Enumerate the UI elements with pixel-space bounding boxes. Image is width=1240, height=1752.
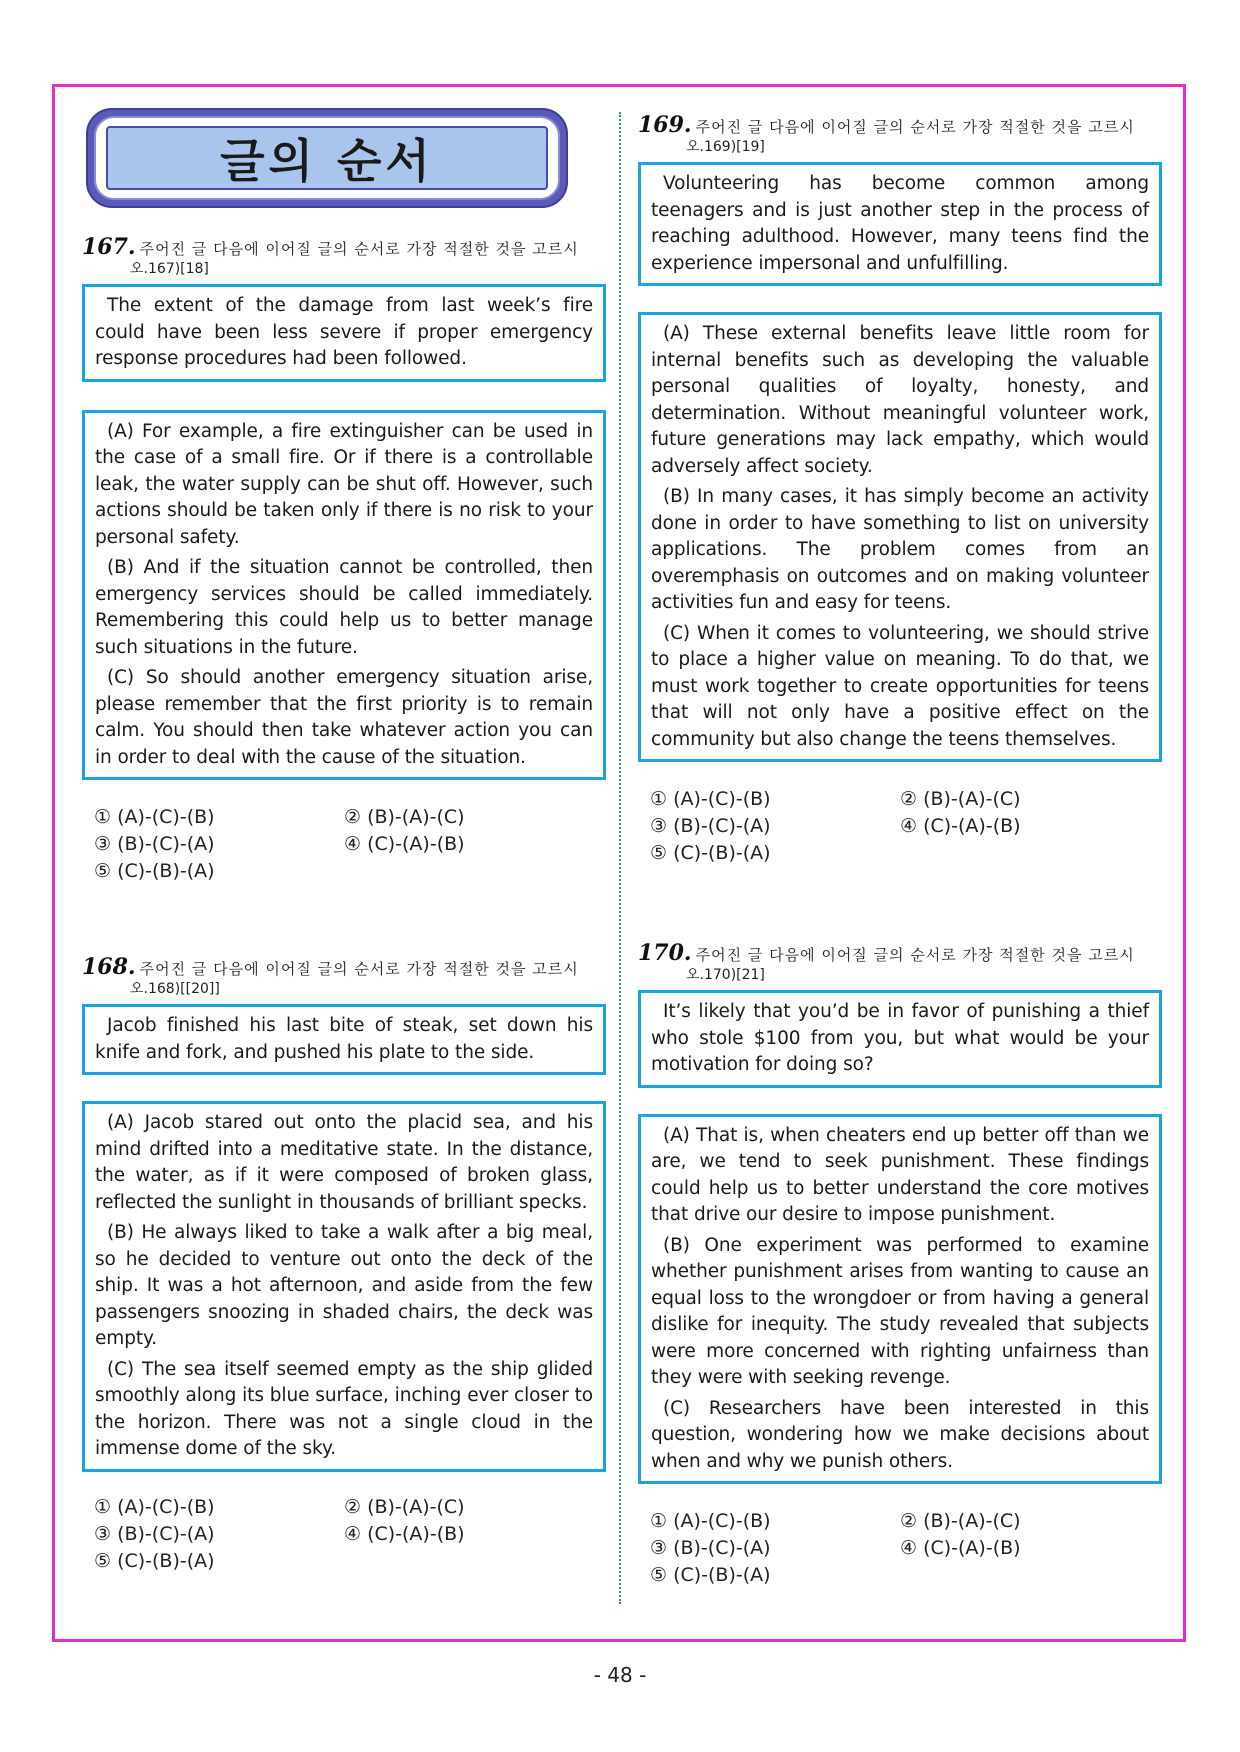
- choice-5[interactable]: ⑤ (C)-(B)-(A): [650, 1564, 771, 1586]
- choice-4[interactable]: ④ (C)-(A)-(B): [344, 1522, 465, 1545]
- choice-4[interactable]: ④ (C)-(A)-(B): [900, 1537, 1021, 1559]
- question-number: 170.: [638, 940, 692, 966]
- choice-2[interactable]: ② (B)-(A)-(C): [344, 806, 465, 828]
- paragraph-c: (C) The sea itself seemed empty as the ship glided smoothly along its blue surface, inching ever closer to the horizon. There was not a single cloud in the immense dome of the sky.: [95, 1358, 593, 1459]
- ordering-paragraphs-box: [82, 1101, 606, 1472]
- choice-4[interactable]: ④ (C)-(A)-(B): [344, 833, 465, 855]
- question-header: [82, 956, 606, 998]
- question-reference: 오.170)[21]: [686, 967, 765, 983]
- choice-1[interactable]: ① (A)-(C)-(B): [650, 788, 771, 810]
- choice-5[interactable]: ⑤ (C)-(B)-(A): [94, 1549, 215, 1572]
- given-passage-box: [82, 284, 606, 382]
- choice-5[interactable]: ⑤ (C)-(B)-(A): [650, 842, 771, 864]
- question-170: [638, 942, 1162, 1589]
- choice-3[interactable]: ③ (B)-(C)-(A): [94, 1522, 215, 1545]
- section-title-banner: [86, 108, 568, 208]
- question-instruction: 주어진 글 다음에 이어질 글의 순서로 가장 적절한 것을 고르시: [695, 118, 1135, 136]
- paragraph-c: (C) Researchers have been interested in this question, wondering how we make decisions about when and why we punish others.: [651, 1397, 1149, 1472]
- paragraph-a: (A) For example, a fire extinguisher can be used in the case of a small fire. Or if there is a controllable leak, the water supply can be shut off. However, such actions should be taken only if there is no risk to your personal safety.: [95, 420, 593, 548]
- answer-choices: [82, 1494, 606, 1575]
- given-passage: It’s likely that you’d be in favor of punishing a thief who stole $100 from you, but what would be your motivation for doing so?: [651, 1001, 1149, 1075]
- choice-3[interactable]: ③ (B)-(C)-(A): [94, 833, 215, 855]
- given-passage: Volunteering has become common among teenagers and is just another step in the process of reaching adulthood. However, many teens find the experience impersonal and unfulfilling.: [651, 173, 1149, 274]
- page-title: 글의 순서: [220, 134, 434, 188]
- question-reference: 오.169)[19]: [686, 139, 765, 155]
- choice-2[interactable]: ② (B)-(A)-(C): [900, 788, 1021, 810]
- question-header: [638, 114, 1162, 156]
- given-passage-box: [638, 990, 1162, 1088]
- choice-1[interactable]: ① (A)-(C)-(B): [94, 1495, 215, 1518]
- given-passage: Jacob finished his last bite of steak, set down his knife and fork, and pushed his plate to the side.: [95, 1015, 593, 1063]
- paragraph-b: (B) In many cases, it has simply become an activity done in order to have something to list on university applications. The problem comes from an overemphasis on outcomes and on making volunteer activities fun and easy for teens.: [651, 486, 1149, 613]
- question-167: [82, 236, 606, 885]
- question-instruction: 주어진 글 다음에 이어질 글의 순서로 가장 적절한 것을 고르시: [139, 240, 579, 258]
- paragraph-a: (A) These external benefits leave little room for internal benefits such as developing the valuable personal qualities of loyalty, honesty, and determination. Without meaningful volunteer work, future generations may lack empathy, which would adversely affect society.: [651, 323, 1149, 477]
- question-number: 169.: [638, 112, 692, 138]
- question-number: 168.: [82, 954, 136, 980]
- question-reference: 오.167)[18]: [130, 261, 209, 277]
- paragraph-b: (B) And if the situation cannot be controlled, then emergency services should be called immediately. Remembering this could help us to better manage such situations in the future.: [95, 557, 593, 658]
- question-header: [82, 236, 606, 278]
- choice-2[interactable]: ② (B)-(A)-(C): [900, 1510, 1021, 1532]
- question-169: [638, 114, 1162, 867]
- question-header: [638, 942, 1162, 984]
- choice-1[interactable]: ① (A)-(C)-(B): [650, 1510, 771, 1532]
- paragraph-a: (A) Jacob stared out onto the placid sea, and his mind drifted into a meditative state. In the distance, the water, as if it were composed of broken glass, reflected the sunlight in thousands of brilliant specks.: [95, 1112, 593, 1213]
- paragraph-c: (C) So should another emergency situation arise, please remember that the first priority is to remain calm. You should then take whatever action you can in order to deal with the cause of the situation.: [95, 667, 593, 768]
- ordering-paragraphs-box: [82, 410, 606, 781]
- title-banner-inner: [106, 126, 548, 190]
- answer-choices: [638, 786, 1162, 867]
- ordering-paragraphs-box: [638, 312, 1162, 762]
- given-passage: The extent of the damage from last week’s fire could have been less severe if proper emergency response procedures had been followed.: [95, 295, 593, 369]
- given-passage-box: [82, 1004, 606, 1075]
- answer-choices: [638, 1508, 1162, 1589]
- choice-4[interactable]: ④ (C)-(A)-(B): [900, 815, 1021, 837]
- question-instruction: 주어진 글 다음에 이어질 글의 순서로 가장 적절한 것을 고르시: [139, 960, 579, 978]
- choice-3[interactable]: ③ (B)-(C)-(A): [650, 1537, 771, 1559]
- choice-5[interactable]: ⑤ (C)-(B)-(A): [94, 860, 215, 882]
- paragraph-b: (B) One experiment was performed to examine whether punishment arises from wanting to cause an equal loss to the wrongdoer or from having a general dislike for inequity. The study revealed that subjects were more concerned with righting unfairness than they were with seeking revenge.: [651, 1234, 1149, 1388]
- paragraph-b: (B) He always liked to take a walk after a big meal, so he decided to venture out onto the deck of the ship. It was a hot afternoon, and aside from the few passengers snoozing in shaded chairs, the deck was empty.: [95, 1222, 593, 1349]
- answer-choices: [82, 804, 606, 885]
- question-number: 167.: [82, 234, 136, 260]
- choice-1[interactable]: ① (A)-(C)-(B): [94, 806, 215, 828]
- question-reference: 오.168)[[20]]: [130, 981, 220, 997]
- choice-2[interactable]: ② (B)-(A)-(C): [344, 1495, 465, 1518]
- given-passage-box: [638, 162, 1162, 286]
- question-instruction: 주어진 글 다음에 이어질 글의 순서로 가장 적절한 것을 고르시: [695, 946, 1135, 964]
- page-number: - 48 -: [593, 1663, 647, 1687]
- choice-3[interactable]: ③ (B)-(C)-(A): [650, 815, 771, 837]
- ordering-paragraphs-box: [638, 1114, 1162, 1485]
- question-168: [82, 956, 606, 1575]
- column-divider: [619, 112, 621, 1604]
- paragraph-a: (A) That is, when cheaters end up better off than we are, we tend to seek punishment. These findings could help us to better understand the core motives that drive our desire to impose punishment.: [651, 1124, 1149, 1225]
- paragraph-c: (C) When it comes to volunteering, we should strive to place a higher value on meaning. To do that, we must work together to create opportunities for teens that will not only have a positive effect on the community but also change the teens themselves.: [651, 622, 1149, 750]
